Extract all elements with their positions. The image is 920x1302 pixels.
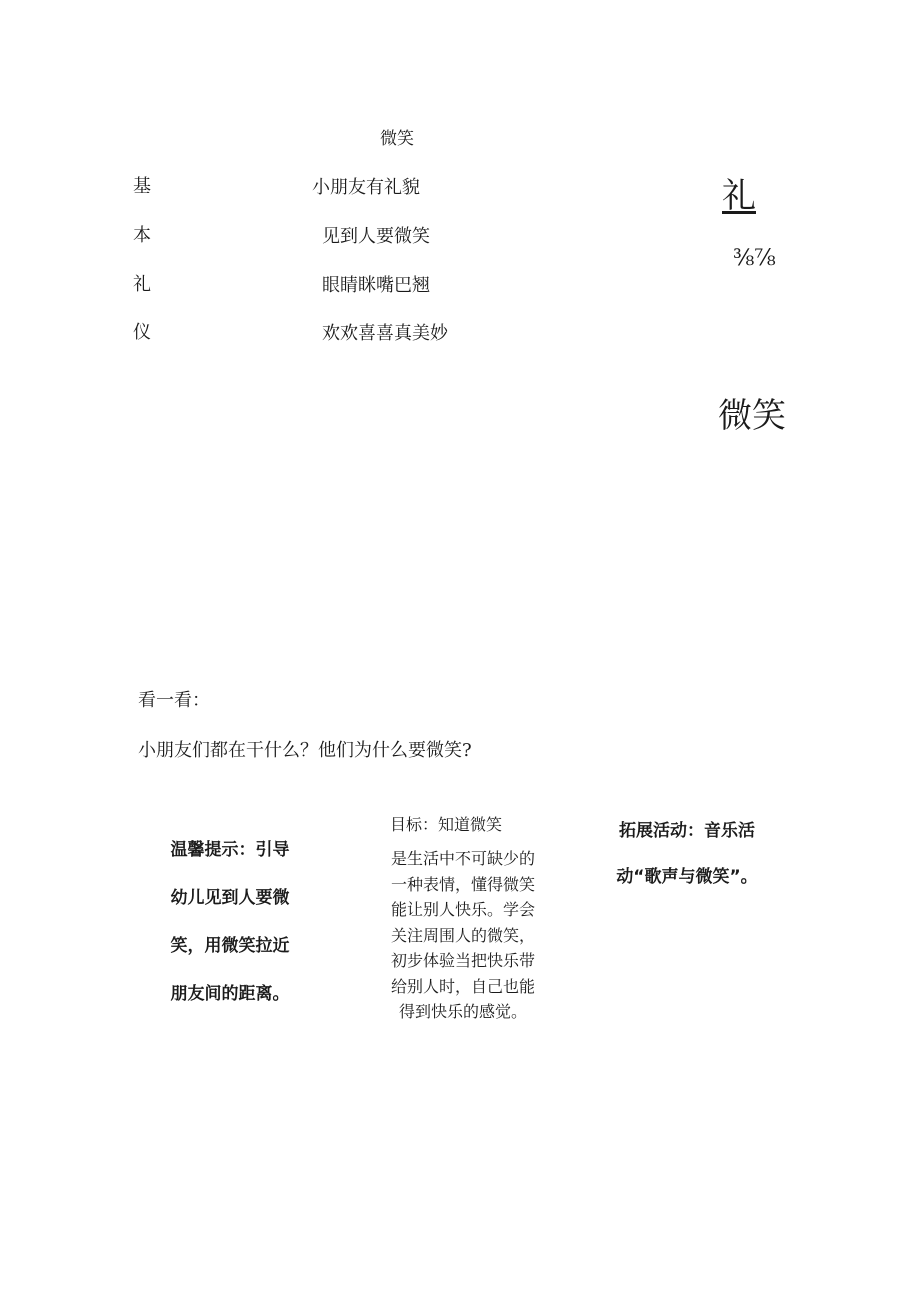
poem-title: 微笑 [380, 129, 414, 149]
side-big-title: 微笑 [718, 396, 786, 436]
look-heading: 看一看： [138, 690, 210, 711]
goal-heading: 目标：知道微笑 [390, 815, 503, 834]
vertical-label-char: 基 [133, 176, 151, 197]
look-question: 小朋友们都在干什么？他们为什么要微笑? [138, 740, 472, 761]
extension-activity: 拓展活动：音乐活动“歌声与微笑”。 [616, 821, 758, 887]
vertical-label-char: 本 [133, 225, 151, 246]
poem-line: 眼睛眯嘴巴翘 [322, 275, 430, 296]
vertical-label-char: 礼 [133, 274, 151, 295]
poem-line: 见到人要微笑 [322, 226, 430, 247]
poem-line: 小朋友有礼貌 [312, 177, 420, 198]
goal-body: 是生活中不可缺少的一种表情，懂得微笑能让别人快乐。学会关注周围人的微笑，初步体验当把快乐带给别人时，自己也能得到快乐的感觉。 [390, 849, 535, 1021]
side-fraction-text: ⅜⅞ [733, 246, 776, 271]
side-big-char: 礼 [722, 176, 756, 216]
poem-line: 欢欢喜喜真美妙 [322, 323, 448, 344]
vertical-label-char: 仪 [133, 322, 151, 343]
warm-tip: 温馨提示：引导幼儿见到人要微笑，用微笑拉近朋友间的距离。 [170, 840, 290, 1004]
